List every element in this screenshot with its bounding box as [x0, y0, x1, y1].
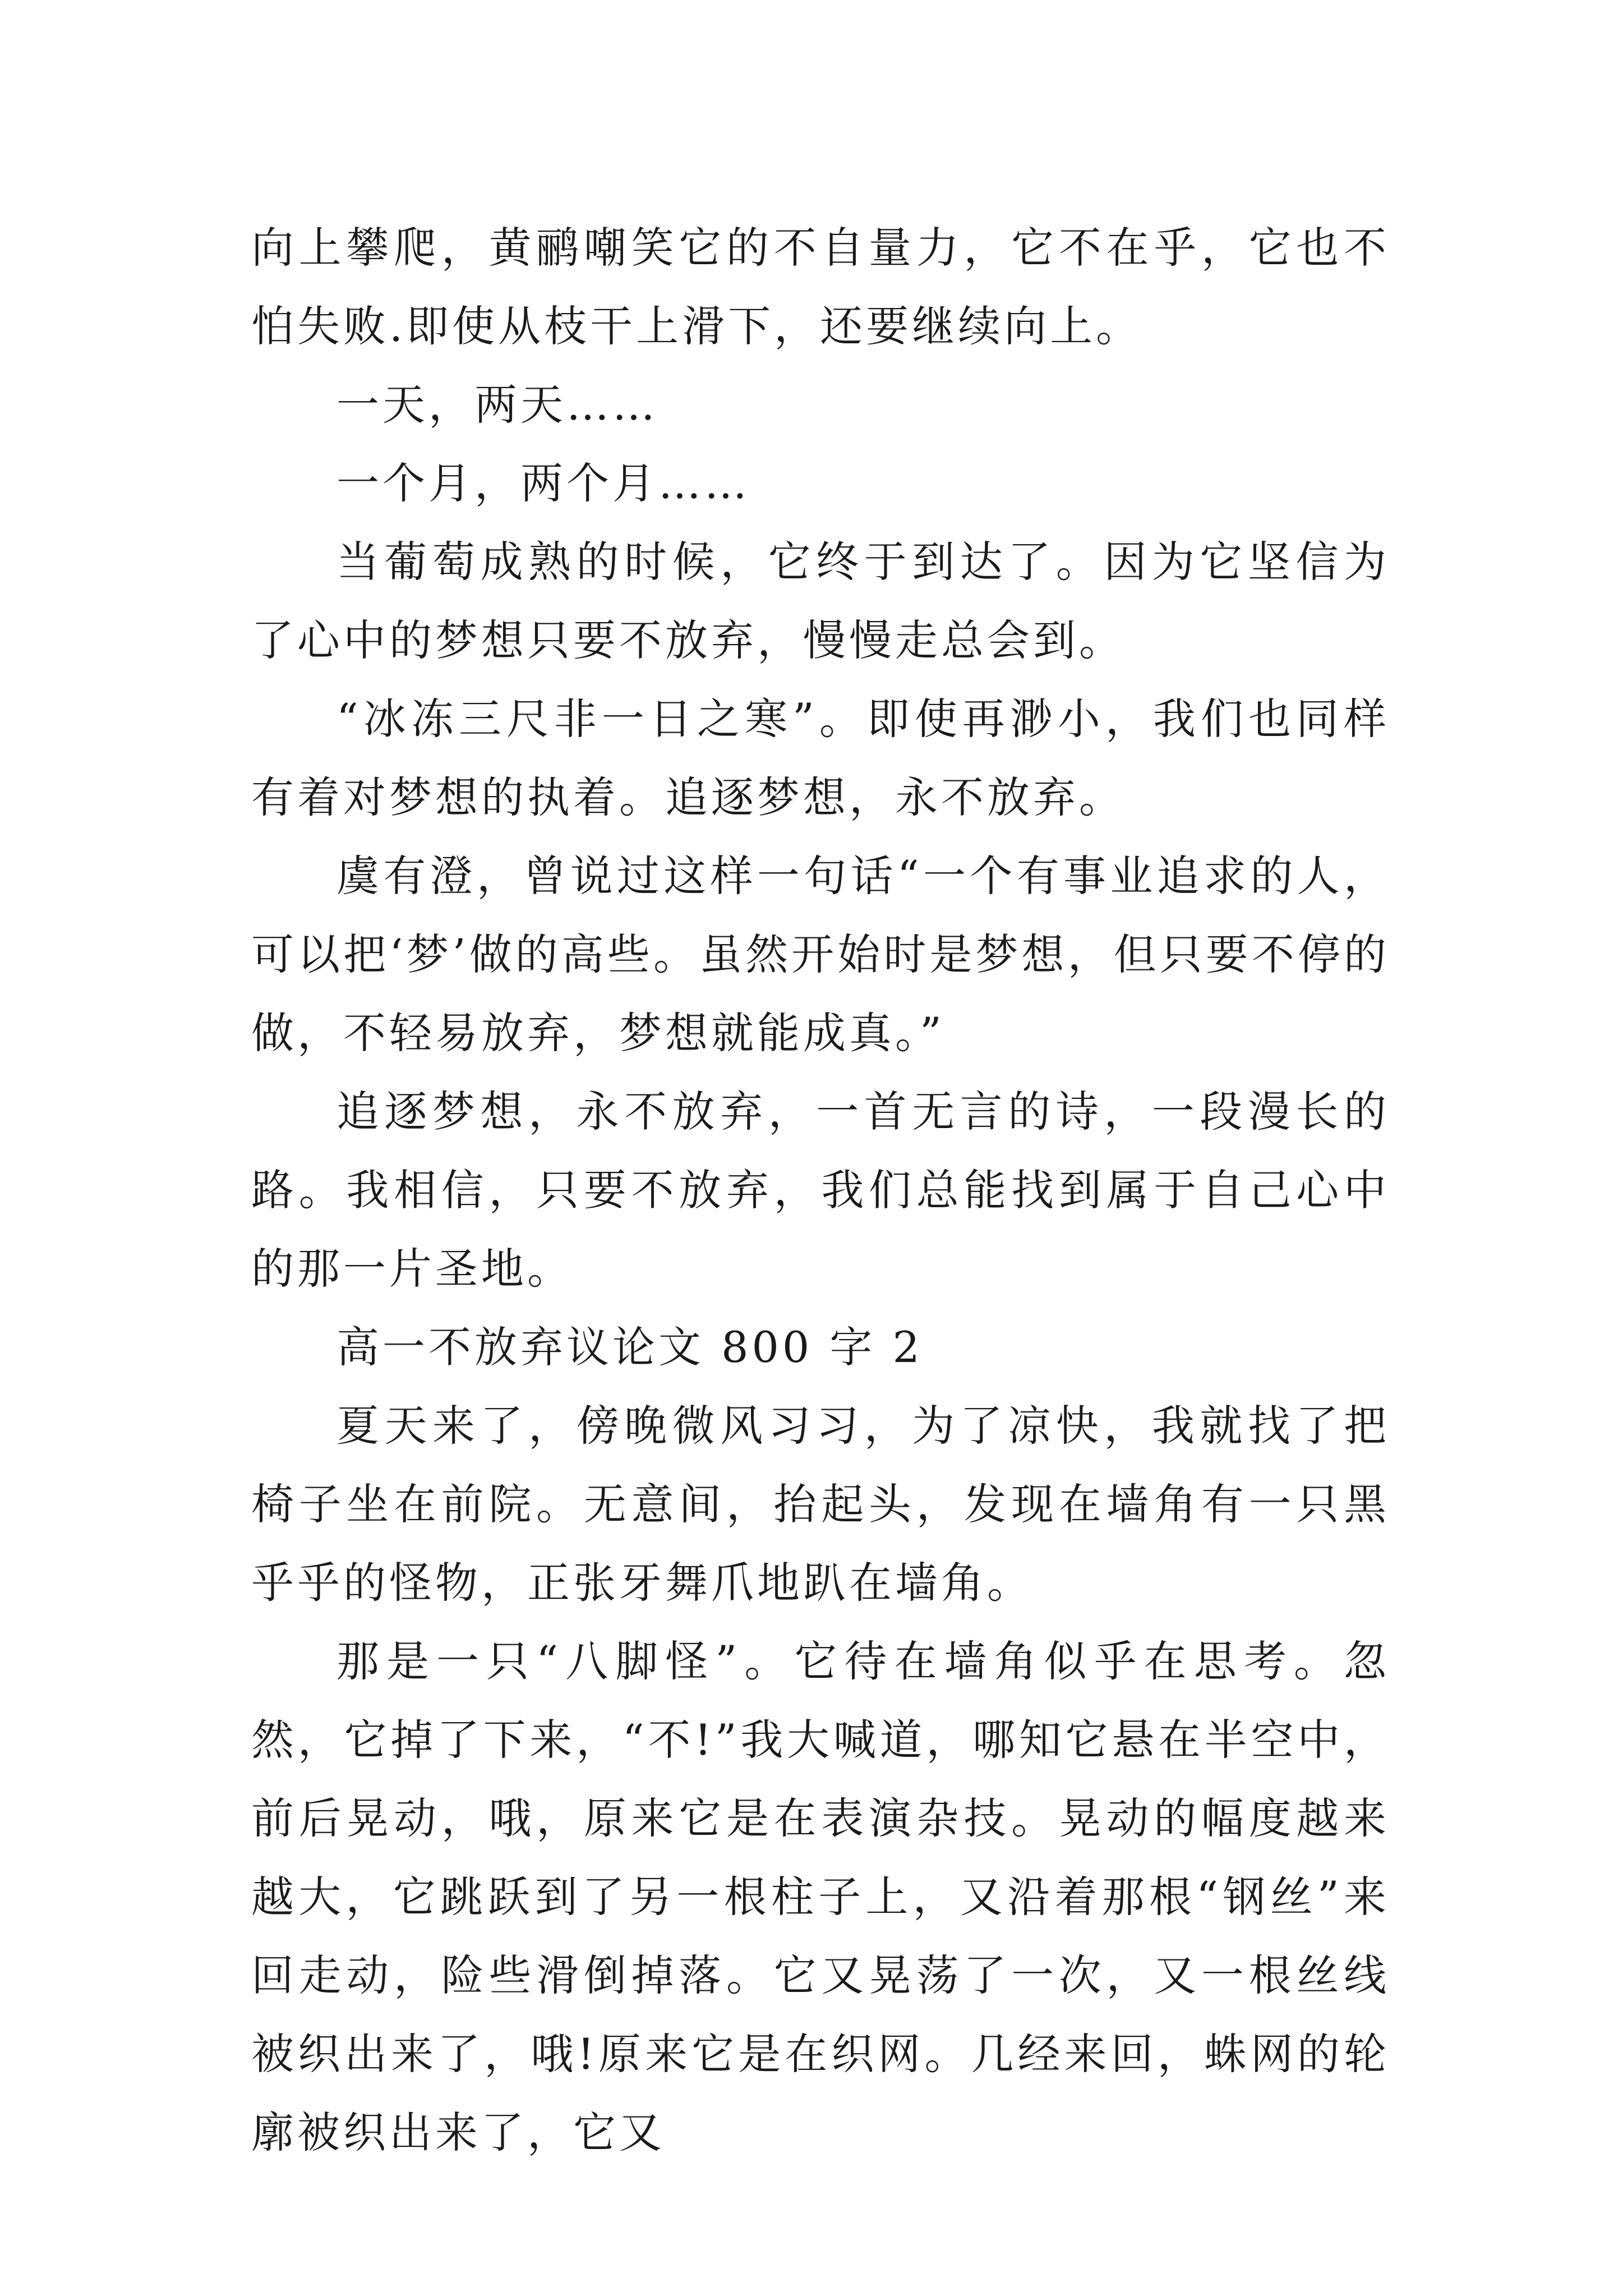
document-body: [251, 209, 1390, 2172]
section-heading: 高一不放弃议论文 800 字 2: [336, 1322, 923, 1372]
paragraph-5: “冰冻三尺非一日之寒”。即使再渺小，我们也同样有着对梦想的执着。追逐梦想，永不放弃。: [251, 694, 1390, 822]
paragraph-1: 向上攀爬，黄鹂嘲笑它的不自量力，它不在乎，它也不怕失败.即使从枝干上滑下，还要继续向上。: [251, 223, 1390, 351]
paragraph-9: 夏天来了，傍晚微风习习，为了凉快，我就找了把椅子坐在前院。无意间，抬起头，发现在墙角有一只黑乎乎的怪物，正张牙舞爪地趴在墙角。: [251, 1401, 1390, 1608]
paragraph-10: 那是一只“八脚怪”。它待在墙角似乎在思考。忽然，它掉了下来，“不!”我大喊道，哪知它悬在半空中，前后晃动，哦，原来它是在表演杂技。晃动的幅度越来越大，它跳跃到了另一根柱子上，又沿着那根“钢丝”来回走动，险些滑倒掉落。它又晃荡了一次，又一根丝线被织出来了，哦!原来它是在织网。几经来回，蛛网的轮廓被织出来了，它又: [251, 1636, 1390, 2157]
paragraph-4: 当葡萄成熟的时候，它终于到达了。因为它坚信为了心中的梦想只要不放弃，慢慢走总会到。: [251, 537, 1390, 665]
paragraph-7: 追逐梦想，永不放弃，一首无言的诗，一段漫长的路。我相信，只要不放弃，我们总能找到属于自己心中的那一片圣地。: [251, 1087, 1390, 1294]
paragraph-2: 一天，两天……: [336, 380, 658, 430]
paragraph-3: 一个月，两个月……: [336, 458, 750, 508]
paragraph-6: 虞有澄，曾说过这样一句话“一个有事业追求的人，可以把‘梦’做的高些。虽然开始时是梦想，但只要不停的做，不轻易放弃，梦想就能成真。”: [251, 851, 1390, 1058]
